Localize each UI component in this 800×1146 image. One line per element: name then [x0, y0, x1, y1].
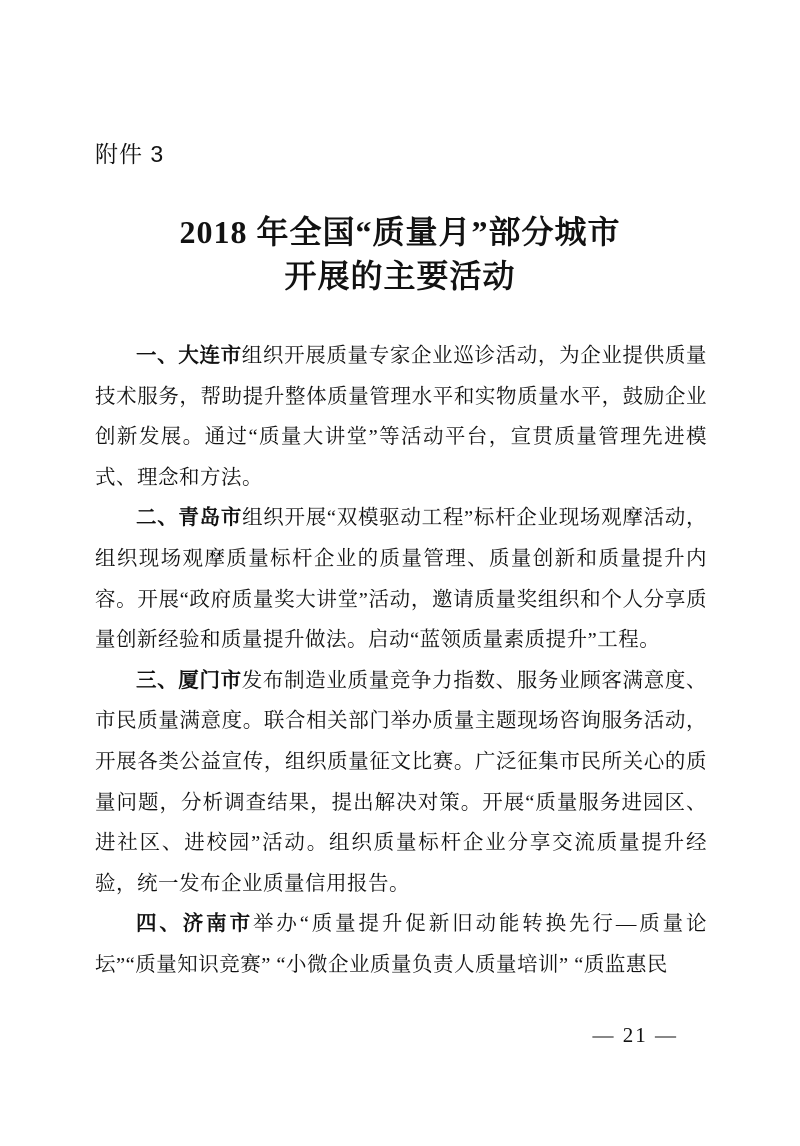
- paragraph-qingdao: [95, 498, 707, 660]
- paragraph-xiamen: [95, 661, 707, 905]
- paragraph-lead-qingdao: 二、青岛市: [136, 506, 243, 530]
- page-number: — 21 —: [592, 1023, 678, 1047]
- paragraph-text-dalian: 组织开展质量专家企业巡诊活动，为企业提供质量技术服务，帮助提升整体质量管理水平和实物质量水平，鼓励企业创新发展。通过“质量大讲堂”等活动平台，宣贯质量管理先进模式、理念和方法。: [95, 345, 708, 489]
- attachment-label: 附件 3: [95, 141, 165, 167]
- paragraph-text-jinan: 举办“质量提升促新旧动能转换先行—质量论坛”“质量知识竞赛” “小微企业质量负责人质量培训” “质监惠民: [95, 913, 708, 976]
- paragraph-lead-dalian: 一、大连市: [136, 344, 242, 367]
- document-title-line-1: 2018 年全国“质量月”部分城市: [179, 214, 621, 250]
- document-title-line-2: 开展的主要活动: [284, 258, 516, 294]
- document-title: [0, 210, 800, 298]
- paragraph-lead-xiamen: 三、厦门市: [136, 668, 242, 692]
- paragraph-dalian: [95, 336, 707, 498]
- paragraph-text-qingdao: 组织开展“双模驱动工程”标杆企业现场观摩活动，组织现场观摩质量标杆企业的质量管理、质量创新和质量提升内容。开展“政府质量奖大讲堂”活动，邀请质量奖组织和个人分享质量创新经验和质量提升做法。启动“蓝领质量素质提升”工程。: [95, 507, 707, 652]
- paragraph-jinan: [95, 904, 707, 985]
- document-body: [95, 336, 707, 986]
- paragraph-lead-jinan: 四、济南市: [136, 912, 253, 936]
- paragraph-text-xiamen: 发布制造业质量竞争力指数、服务业顾客满意度、市民质量满意度。联合相关部门举办质量主题现场咨询服务活动，开展各类公益宣传，组织质量征文比赛。广泛征集市民所关心的质量问题，分析调查结果，提出解决对策。开展“质量服务进园区、进社区、进校园”活动。组织质量标杆企业分享交流质量提升经验，统一发布企业质量信用报告。: [95, 669, 708, 895]
